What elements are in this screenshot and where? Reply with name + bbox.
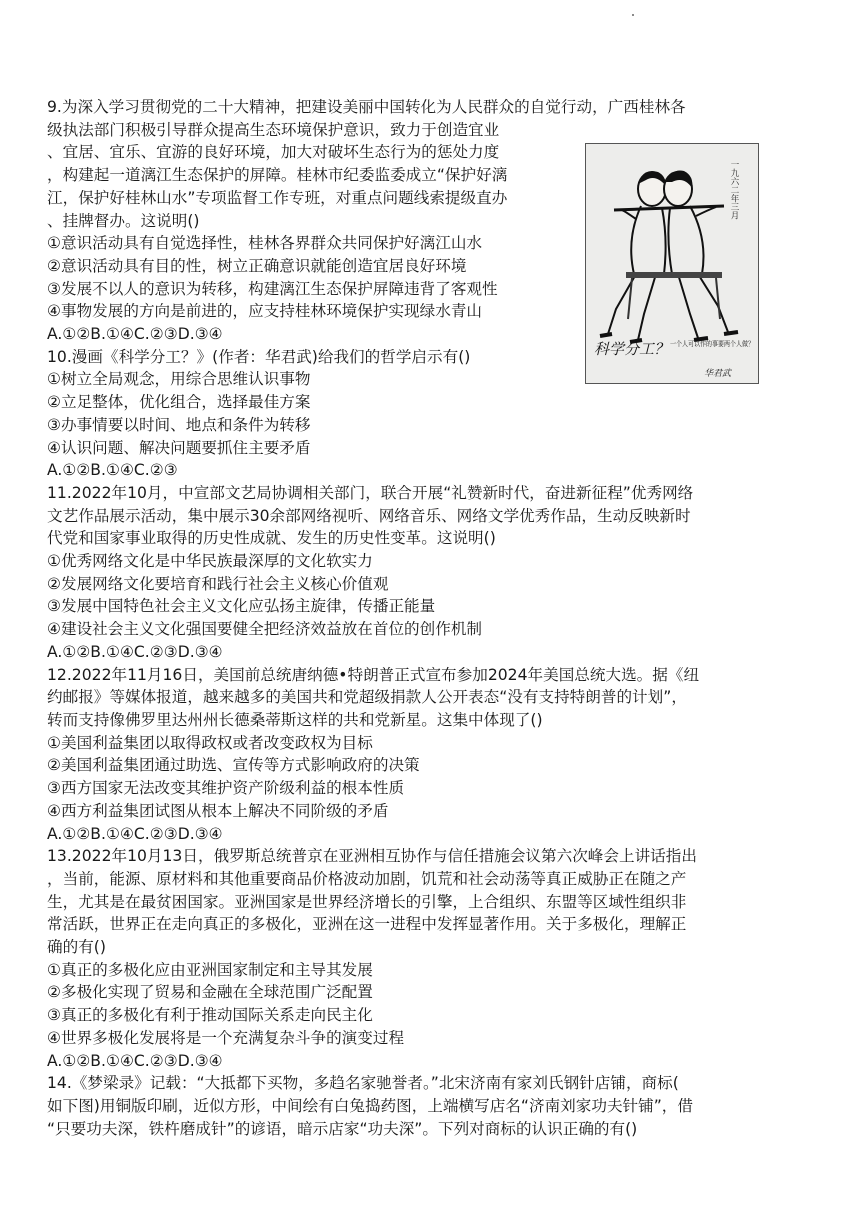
cartoon-image xyxy=(585,143,768,384)
answer-choices: A.①②B.①④C.②③ xyxy=(47,461,178,480)
text-line: 、挂牌督办。这说明() xyxy=(47,211,200,230)
text-line: 代党和国家事业取得的历史性成就、发生的历史性变革。这说明() xyxy=(47,529,496,548)
text-line: 约邮报》等媒体报道，越来越多的美国共和党超级捐款人公开表态“没有支持特朗普的计划”， xyxy=(47,688,687,707)
option-line: ①树立全局观念，用综合思维认识事物 xyxy=(47,370,311,389)
cartoon-caption: 一个人可以作的事要两个人做？ xyxy=(670,340,768,348)
answer-choices: A.①②B.①④C.②③D.③④ xyxy=(47,824,223,843)
option-line: ③真正的多极化有利于推动国际关系走向民主化 xyxy=(47,1006,373,1025)
text-line: 级执法部门积极引导群众提高生态环境保护意识，致力于创造宜业 xyxy=(47,120,500,139)
text-line: 生，尤其是在最贫困国家。亚洲国家是世界经济增长的引擎，上合组织、东盟等区域性组织非 xyxy=(47,892,687,911)
right-figure-body xyxy=(668,206,703,274)
option-line: ④西方利益集团试图从根本上解决不同阶级的矛盾 xyxy=(47,801,389,820)
option-line: ①美国利益集团以取得政权或者改变政权为目标 xyxy=(47,733,373,752)
text-line: ，当前，能源、原材料和其他重要商品价格波动加剧，饥荒和社会动荡等真正威胁正在随之产 xyxy=(47,869,687,888)
bench xyxy=(626,272,722,278)
option-line: ①真正的多极化应由亚洲国家制定和主导其发展 xyxy=(47,960,373,979)
option-line: ②多极化实现了贸易和金融在全球范围广泛配置 xyxy=(47,983,373,1002)
cartoon-date: 一九六二年三月 xyxy=(729,160,739,220)
answer-choices: A.①②B.①④C.②③D.③④ xyxy=(47,325,223,344)
text-line: 13.2022年10月13日，俄罗斯总统普京在亚洲相互协作与信任措施会议第六次峰会上讲话指出 xyxy=(47,847,697,866)
text-line: 常活跃，世界正在走向真正的多极化，亚洲在这一进程中发挥显著作用。关于多极化，理解正 xyxy=(47,915,687,934)
text-line: 江，保护好桂林山水”专项监督工作专班，对重点问题线索提级直办 xyxy=(47,188,508,207)
cartoon-title: 科学分工？ xyxy=(594,340,670,358)
left-figure-body xyxy=(631,206,665,274)
option-line: ②立足整体，优化组合，选择最佳方案 xyxy=(47,393,311,412)
option-line: ④认识问题、解决问题要抓住主要矛盾 xyxy=(47,438,311,457)
scan-speck xyxy=(632,14,634,16)
answer-choices: A.①②B.①④C.②③D.③④ xyxy=(47,1051,223,1070)
option-line: ④事物发展的方向是前进的，应支持桂林环境保护实现绿水青山 xyxy=(47,302,483,321)
option-line: ①优秀网络文化是中华民族最深厚的文化软实力 xyxy=(47,552,373,571)
option-line: ②发展网络文化要培育和践行社会主义核心价值观 xyxy=(47,574,389,593)
text-line: 如下图)用铜版印刷，近似方形，中间绘有白兔捣药图，上端横写店名“济南刘家功夫针铺”，借 xyxy=(47,1096,693,1115)
option-line: ③发展不以人的意识为转移，构建漓江生态保护屏障违背了客观性 xyxy=(47,279,498,298)
text-line: 9.为深入学习贯彻党的二十大精神，把建设美丽中国转化为人民群众的自觉行动，广西桂林各 xyxy=(47,98,686,116)
text-line: 14.《梦梁录》记载：“大抵都下买物，多趋名家驰誉者。”北宋济南有家刘氏钢针店铺，商标( xyxy=(47,1074,679,1093)
text-line: 11.2022年10月，中宣部文艺局协调相关部门，联合开展“礼赞新时代，奋进新征程”优秀网络 xyxy=(47,483,694,502)
option-line: ③发展中国特色社会主义文化应弘扬主旋律，传播正能量 xyxy=(47,597,436,616)
text-line: 转而支持像佛罗里达州州长德桑蒂斯这样的共和党新星。这集中体现了() xyxy=(47,710,543,729)
option-line: ④建设社会主义文化强国要健全把经济效益放在首位的创作机制 xyxy=(47,620,483,639)
option-line: ④世界多极化发展将是一个充满复杂斗争的演变过程 xyxy=(47,1028,405,1047)
text-line: 确的有() xyxy=(47,938,106,957)
option-line: ①意识活动具有自觉选择性，桂林各界群众共同保护好漓江山水 xyxy=(47,234,483,253)
text-line: 10.漫画《科学分工？》(作者：华君武)给我们的哲学启示有() xyxy=(47,347,471,366)
cartoon-signature: 华君武 xyxy=(704,369,732,379)
option-line: ③西方国家无法改变其维护资产阶级利益的根本性质 xyxy=(47,779,405,798)
option-line: ②美国利益集团通过助选、宣传等方式影响政府的决策 xyxy=(47,756,420,775)
legs xyxy=(608,274,728,340)
answer-choices: A.①②B.①④C.②③D.③④ xyxy=(47,642,223,661)
text-line: 、宜居、宜乐、宜游的良好环境，加大对破坏生态行为的惩处力度 xyxy=(47,143,500,162)
option-line: ③办事情要以时间、地点和条件为转移 xyxy=(47,415,311,434)
text-line: 文艺作品展示活动，集中展示30余部网络视听、网络音乐、网络文学优秀作品，生动反映新时 xyxy=(47,506,691,525)
text-line: 12.2022年11月16日，美国前总统唐纳德•特朗普正式宣布参加2024年美国总统大选。据《纽 xyxy=(47,665,700,684)
text-line: “只要功夫深，铁杵磨成针”的谚语，暗示店家“功夫深”。下列对商标的认识正确的有() xyxy=(47,1119,638,1138)
text-line: ，构建起一道漓江生态保护的屏障。桂林市纪委监委成立“保护好漓 xyxy=(47,166,508,185)
option-line: ②意识活动具有目的性，树立正确意识就能创造宜居良好环境 xyxy=(47,256,467,275)
